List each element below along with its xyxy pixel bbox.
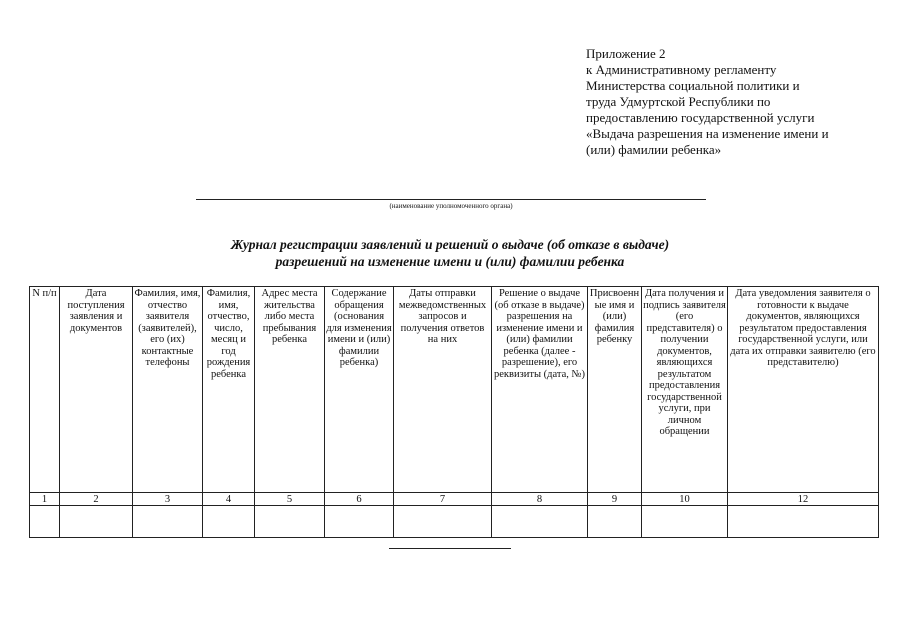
org-name-line [196, 199, 706, 200]
table-cell [394, 506, 492, 538]
appendix-line: (или) фамилии ребенка» [586, 142, 722, 157]
table-cell [203, 506, 255, 538]
header-cell: Дата поступления заявления и документов [60, 287, 133, 493]
table-cell [492, 506, 588, 538]
column-number-cell: 12 [728, 493, 879, 506]
header-cell: N п/п [30, 287, 60, 493]
column-number-row [30, 493, 879, 506]
table-row [30, 506, 879, 538]
header-cell: Содержание обращения (основания для изменения имени и (или) фамилии ребенка) [325, 287, 394, 493]
column-number-cell: 1 [30, 493, 60, 506]
appendix-block [586, 46, 886, 158]
table-cell [255, 506, 325, 538]
journal-title [150, 236, 750, 270]
appendix-line: «Выдача разрешения на изменение имени и [586, 126, 829, 141]
column-number-cell: 6 [325, 493, 394, 506]
column-number-cell: 9 [588, 493, 642, 506]
column-number-cell: 7 [394, 493, 492, 506]
header-cell: Дата получения и подпись заявителя (его представителя) о получении документов, являющихся результатом предоставления государственной услуги, при личном обращении [642, 287, 728, 493]
table-cell [325, 506, 394, 538]
journal-title-line: разрешений на изменение имени и (или) фамилии ребенка [275, 254, 625, 269]
journal-table [29, 286, 879, 538]
column-number-cell: 3 [133, 493, 203, 506]
header-cell: Присвоенные имя и (или) фамилия ребенку [588, 287, 642, 493]
column-number-cell: 8 [492, 493, 588, 506]
appendix-line: предоставлению государственной услуги [586, 110, 815, 125]
header-cell: Решение о выдаче (об отказе в выдаче) разрешения на изменение имени и (или) фамилии ребенка (далее - разрешение), его реквизиты (дата, №) [492, 287, 588, 493]
appendix-line: труда Удмуртской Республики по [586, 94, 771, 109]
column-number-cell: 5 [255, 493, 325, 506]
column-number-cell: 4 [203, 493, 255, 506]
table-cell [133, 506, 203, 538]
journal-title-line: Журнал регистрации заявлений и решений о выдаче (об отказе в выдаче) [230, 237, 670, 252]
column-number-cell: 10 [642, 493, 728, 506]
table-cell [642, 506, 728, 538]
header-cell: Дата уведомления заявителя о готовности к выдаче документов, являющихся результатом предоставления государственной услуги, или дата их отправки заявителю (его представителю) [728, 287, 879, 493]
table-cell [30, 506, 60, 538]
header-cell: Фамилия, имя, отчество, число, месяц и год рождения ребенка [203, 287, 255, 493]
table-cell [60, 506, 133, 538]
header-cell: Даты отправки межведомственных запросов и получения ответов на них [394, 287, 492, 493]
table-cell [588, 506, 642, 538]
appendix-line: Министерства социальной политики и [586, 78, 800, 93]
header-cell: Фамилия, имя, отчество заявителя (заявителей), его (их) контактные телефоны [133, 287, 203, 493]
header-cell: Адрес места жительства либо места пребывания ребенка [255, 287, 325, 493]
appendix-line: к Административному регламенту [586, 62, 777, 77]
org-name-caption: (наименование уполномоченного органа) [389, 202, 513, 210]
appendix-line: Приложение 2 [586, 46, 666, 61]
closing-line [389, 548, 511, 549]
header-row [30, 287, 879, 493]
table-cell [728, 506, 879, 538]
column-number-cell: 2 [60, 493, 133, 506]
